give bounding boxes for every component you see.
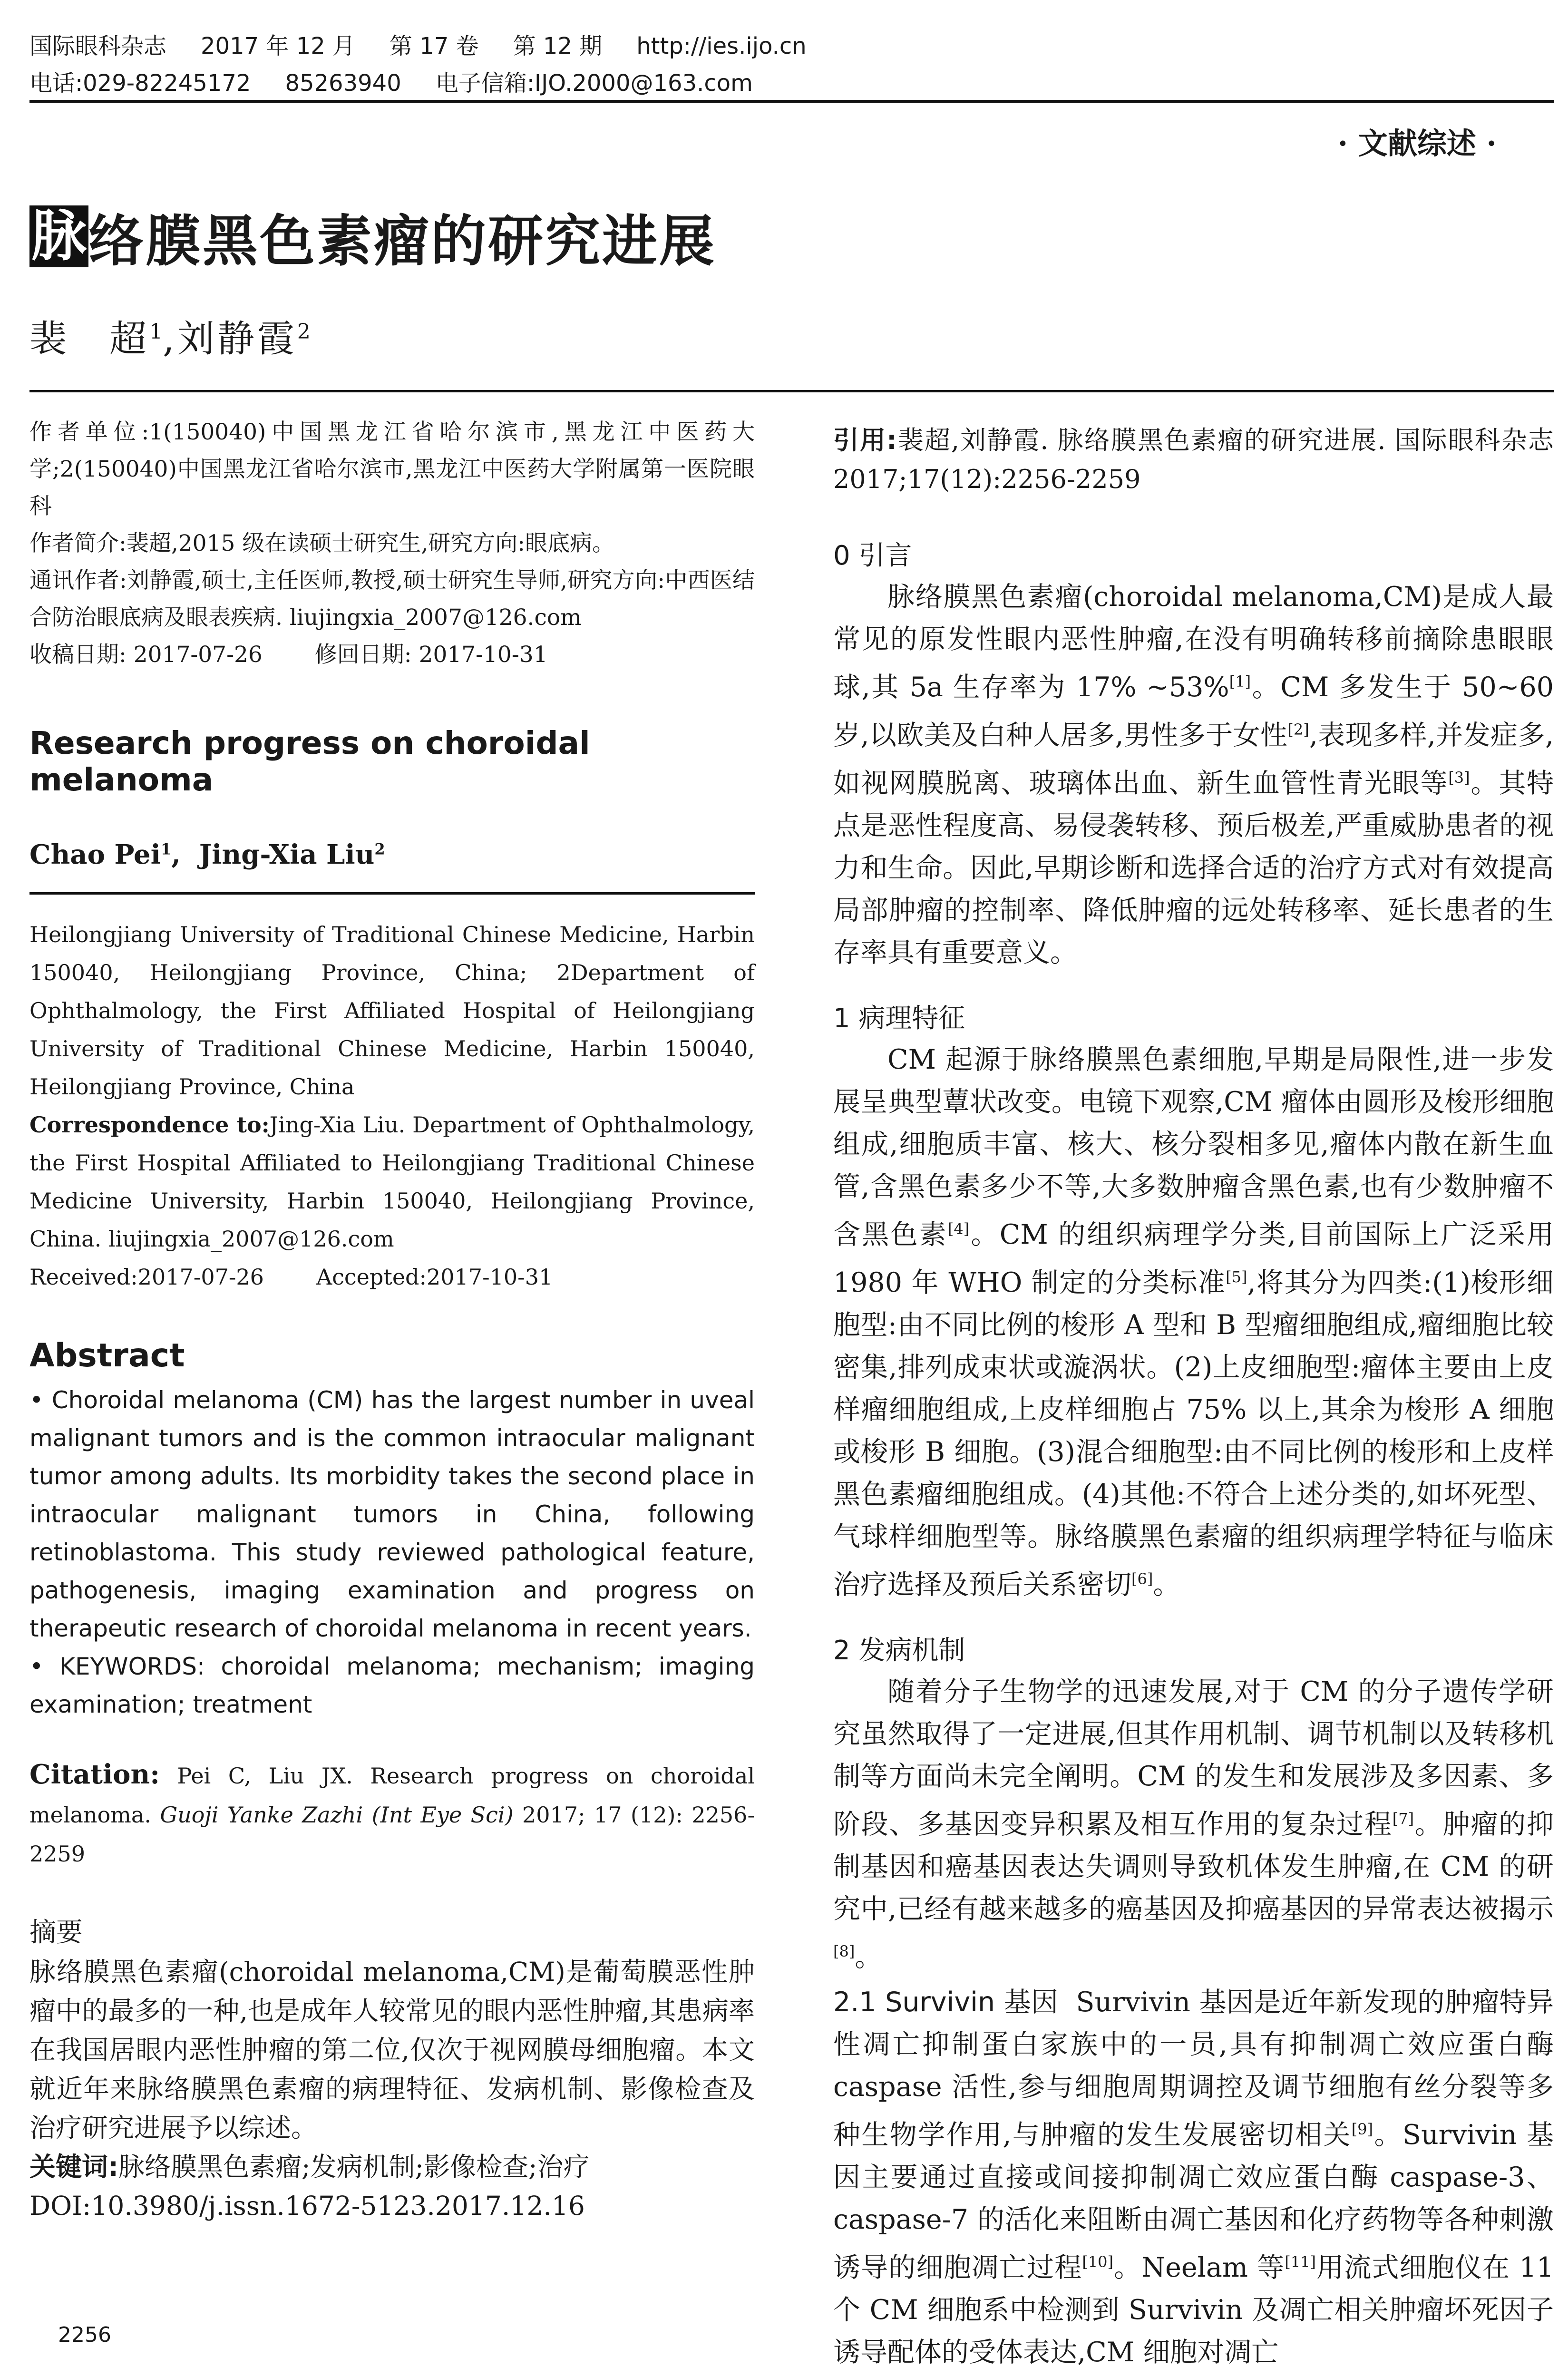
cn-meta [29, 414, 755, 673]
cn-abstract-text: 脉络膜黑色素瘤(choroidal melanoma,CM)是葡萄膜恶性肿瘤中的最多的一种,也是成年人较常见的眼内恶性肿瘤,其患病率在我国居眼内恶性肿瘤的第二位,仅次于视网膜母细胞瘤。本文就近年来脉络膜黑色素瘤的病理特征、发病机制、影像检查及治疗研究进展予以综述。 [29, 1957, 755, 2143]
author-2-affil: 2 [297, 320, 311, 344]
cn-revised: 修回日期: 2017-10-31 [314, 642, 548, 668]
journal-header-line2 [29, 65, 787, 97]
text-run: CM 起源于脉络膜黑色素细胞,早期是局限性,进一步发展呈典型蕈状改变。电镜下观察,CM 瘤体由圆形及梭形细胞组成,细胞质丰富、核大、核分裂相多见,瘤体内散在新生血管,含黑色素多少不等,大多数肿瘤含黑色素,也有少数肿瘤不含黑色素 [833, 1044, 1554, 1250]
ref-6[interactable]: [6] [1131, 1570, 1153, 1588]
en-author-2-affil: 2 [374, 840, 385, 858]
paragraph-pathology [833, 1039, 1554, 1606]
text-run: 。 [1153, 1569, 1180, 1600]
text-run: ,将其分为四类:(1)梭形细胞型:由不同比例的梭形 A 型和 B 型瘤细胞组成,瘤细胞比较密集,排列成束状或漩涡状。(2)上皮细胞型:瘤体主要由上皮样瘤细胞组成,上皮样细胞占 75% 以上,其余为梭形 A 细胞或梭形 B 细胞。(3)混合细胞型:由不同比例的梭形和上皮样黑色素瘤细胞组成。(4)其他:不符合上述分类的,如坏死型、气球样细胞型等。脉络膜黑色素瘤的组织病理学特征与临床治疗选择及预后关系密切 [833, 1267, 1554, 1600]
abstract-heading: Abstract [29, 1337, 185, 1374]
cn-citation [833, 421, 1554, 499]
paragraph-introduction [833, 576, 1554, 974]
doi: DOI:10.3980/j.issn.1672-5123.2017.12.16 [29, 2191, 585, 2221]
ref-11[interactable]: [11] [1285, 2253, 1316, 2271]
en-authors: Chao Pei$^1$, Jing-Xia Liu$^2$ [29, 839, 385, 870]
issue-number: 第 12 期 [513, 33, 603, 59]
cn-received: 收稿日期: 2017-07-26 [29, 642, 263, 668]
en-correspondence [29, 1106, 755, 1258]
cn-keywords [29, 2147, 755, 2186]
article-title [29, 201, 716, 272]
citation-pre: Pei C, Liu JX. Research progress on choroidal melanoma. [29, 1763, 755, 1828]
heading-survivin: 2.1 Survivin 基因 [833, 1987, 1059, 2018]
en-author-1: Chao Pei [29, 839, 161, 870]
ref-4[interactable]: [4] [947, 1220, 970, 1238]
cn-authors [29, 309, 311, 362]
cn-abstract-heading: 摘要 [29, 1917, 83, 1948]
text-run: 。CM 多发生于 50~60岁,以欧美及白种人居多,男性多于女性 [833, 672, 1554, 751]
title-text: 络膜黑色素瘤的研究进展 [88, 209, 716, 273]
journal-name: 国际眼科杂志 [29, 33, 167, 59]
text-run: 。Neelam 等 [1113, 2252, 1285, 2283]
citation-journal: Guoji Yanke Zazhi (Int Eye Sci) [160, 1802, 514, 1828]
journal-header-line1 [29, 28, 841, 60]
ref-10[interactable]: [10] [1082, 2253, 1114, 2271]
en-author-1-affil: 1 [160, 840, 172, 858]
citation-label: Citation: [29, 1759, 160, 1790]
en-author-2: Jing-Xia Liu [199, 839, 375, 870]
header-divider [29, 100, 1554, 103]
abstract-text: • Choroidal melanoma (CM) has the largest number in uveal malignant tumors and is the common intraocular malignant tumor among adults. Its morbidity takes the second place in intraocular malignant tumors in China, following retinoblastoma. This study reviewed pathological feature, pathogenesis, imaging examination and progress on therapeutic research of choroidal melanoma in recent years. [29, 1386, 755, 1642]
cn-keywords-label: 关键词: [29, 2152, 118, 2182]
section-label: · 文献综述 · [1337, 126, 1497, 161]
ref-9[interactable]: [9] [1351, 2120, 1373, 2138]
title-drop-char: 脉 [29, 205, 88, 267]
citation-post: 2017; 17 (12): 2256-2259 [29, 1802, 755, 1867]
heading-pathogenesis: 2 发病机制 [833, 1635, 965, 1666]
cn-affiliation: 作者单位:1(150040)中国黑龙江省哈尔滨市,黑龙江中医药大学;2(150040)中国黑龙江省哈尔滨市,黑龙江中医药大学附属第一医院眼科 [29, 419, 755, 519]
issue-date: 2017 年 12 月 [201, 33, 356, 59]
en-authors-divider [29, 892, 755, 895]
en-citation [29, 1755, 755, 1873]
text-run: 用流式细胞仪在 11 个 CM 细胞系中检测到 Survivin 及凋亡相关肿瘤坏死因子诱导配体的受体表达,CM 细胞对凋亡 [833, 2252, 1554, 2368]
en-title: Research progress on choroidal melanoma [29, 725, 590, 798]
ref-8[interactable]: [8] [833, 1942, 855, 1960]
paragraph-pathogenesis [833, 1671, 1554, 1978]
cn-keywords-text: 脉络膜黑色素瘤;发病机制;影像检查;治疗 [118, 2152, 590, 2182]
ref-2[interactable]: [2] [1287, 721, 1309, 739]
author-1-affil: 1 [149, 320, 163, 344]
en-received: Received:2017-07-26 [29, 1264, 264, 1290]
journal-email[interactable]: 电子信箱:IJO.2000@163.com [435, 70, 753, 97]
en-affiliation: Heilongjiang University of Traditional Chinese Medicine, Harbin 150040, Heilongjiang Province, China; 2Department of Ophthalmology, the First Affiliated Hospital of Heilongjiang University of Traditional Chinese Medicine, Harbin 150040, Heilongjiang Province, China [29, 922, 755, 1100]
author-1: 裴 超 [29, 318, 150, 360]
cn-abstract [29, 1952, 755, 2225]
text-run: 脉络膜黑色素瘤(choroidal melanoma,CM)是成人最常见的原发性眼内恶性肿瘤,在没有明确转移前摘除患眼眼球,其 5a 生存率为 17% ~53% [833, 581, 1554, 703]
journal-url[interactable]: http://ies.ijo.cn [636, 33, 807, 59]
left-column [29, 414, 755, 2225]
author-2: 刘静霞 [177, 318, 297, 360]
paragraph-survivin [833, 1981, 1554, 2374]
ref-1[interactable]: [1] [1229, 672, 1251, 691]
cn-dates [29, 636, 755, 673]
volume: 第 17 卷 [390, 33, 479, 59]
ref-7[interactable]: [7] [1392, 1810, 1414, 1828]
text-run: ,表现多样,并发症多,如视网膜脱离、玻璃体出血、新生血管性青光眼等 [833, 720, 1554, 799]
heading-pathology: 1 病理特征 [833, 1003, 965, 1034]
correspondence-text: Jing-Xia Liu. Department of Ophthalmology, the First Hospital Affiliated to Heilongjiang Traditional Chinese Medicine University, Harbin 150040, Heilongjiang Province, China. liujingxia_2007@126.com [29, 1112, 755, 1252]
ref-3[interactable]: [3] [1448, 769, 1470, 787]
en-dates [29, 1258, 755, 1296]
text-run: 。Survivin 基因主要通过直接或间接抑制凋亡效应蛋白酶 caspase-3、caspase-7 的活化来阻断由凋亡基因和化疗药物等各种刺激诱导的细胞凋亡过程 [833, 2119, 1554, 2283]
title-divider [29, 390, 1554, 392]
text-run: 。 [855, 1941, 882, 1973]
text-run: Survivin 基因是近年新发现的肿瘤特异性凋亡抑制蛋白家族中的一员,具有抑制凋亡效应蛋白酶 caspase 活性,参与细胞周期调控及调节细胞有丝分裂等多种生物学作用,与肿瘤的发生发展密切相关 [833, 1987, 1554, 2151]
author-separator: , [163, 318, 177, 360]
en-keywords: • KEYWORDS: choroidal melanoma; mechanism; imaging examination; treatment [29, 1653, 755, 1718]
abstract-body [29, 1381, 755, 1724]
text-run: 。CM 的组织病理学分类,目前国际上广泛采用 1980 年 WHO 制定的分类标准 [833, 1219, 1554, 1298]
text-run: 。其特点是恶性程度高、易侵袭转移、预后极差,严重威胁患者的视力和生命。因此,早期诊断和选择合适的治疗方式对有效提高局部肿瘤的控制率、降低肿瘤的远处转移率、延长患者的生存率具有重要意义。 [833, 768, 1554, 968]
right-column [833, 421, 1554, 2374]
cn-citation-text: 裴超,刘静霞. 脉络膜黑色素瘤的研究进展. 国际眼科杂志 2017;17(12):2256-2259 [833, 425, 1554, 494]
ref-5[interactable]: [5] [1226, 1268, 1247, 1286]
phone-2: 85263940 [285, 70, 401, 97]
text-run: 。肿瘤的抑制基因和癌基因表达失调则导致机体发生肿瘤,在 CM 的研究中,已经有越来越多的癌基因及抑癌基因的异常表达被揭示 [833, 1809, 1554, 1925]
en-accepted: Accepted:2017-10-31 [316, 1264, 553, 1290]
cn-corresponding: 通讯作者:刘静霞,硕士,主任医师,教授,硕士研究生导师,研究方向:中西医结合防治眼底病及眼表疾病. liujingxia_2007@126.com [29, 567, 755, 631]
en-affiliation-block [29, 916, 755, 1296]
text-run: 随着分子生物学的迅速发展,对于 CM 的分子遗传学研究虽然取得了一定进展,但其作用机制、调节机制以及转移机制等方面尚未完全阐明。CM 的发生和发展涉及多因素、多阶段、多基因变异积累及相互作用的复杂过程 [833, 1676, 1554, 1840]
correspondence-label: Correspondence to: [29, 1112, 270, 1138]
page-number: 2256 [58, 2323, 111, 2347]
phone-1: 电话:029-82245172 [29, 70, 251, 97]
cn-bio: 作者简介:裴超,2015 级在读硕士研究生,研究方向:眼底病。 [29, 530, 615, 556]
heading-introduction: 0 引言 [833, 540, 912, 571]
cn-citation-label: 引用: [833, 425, 897, 455]
